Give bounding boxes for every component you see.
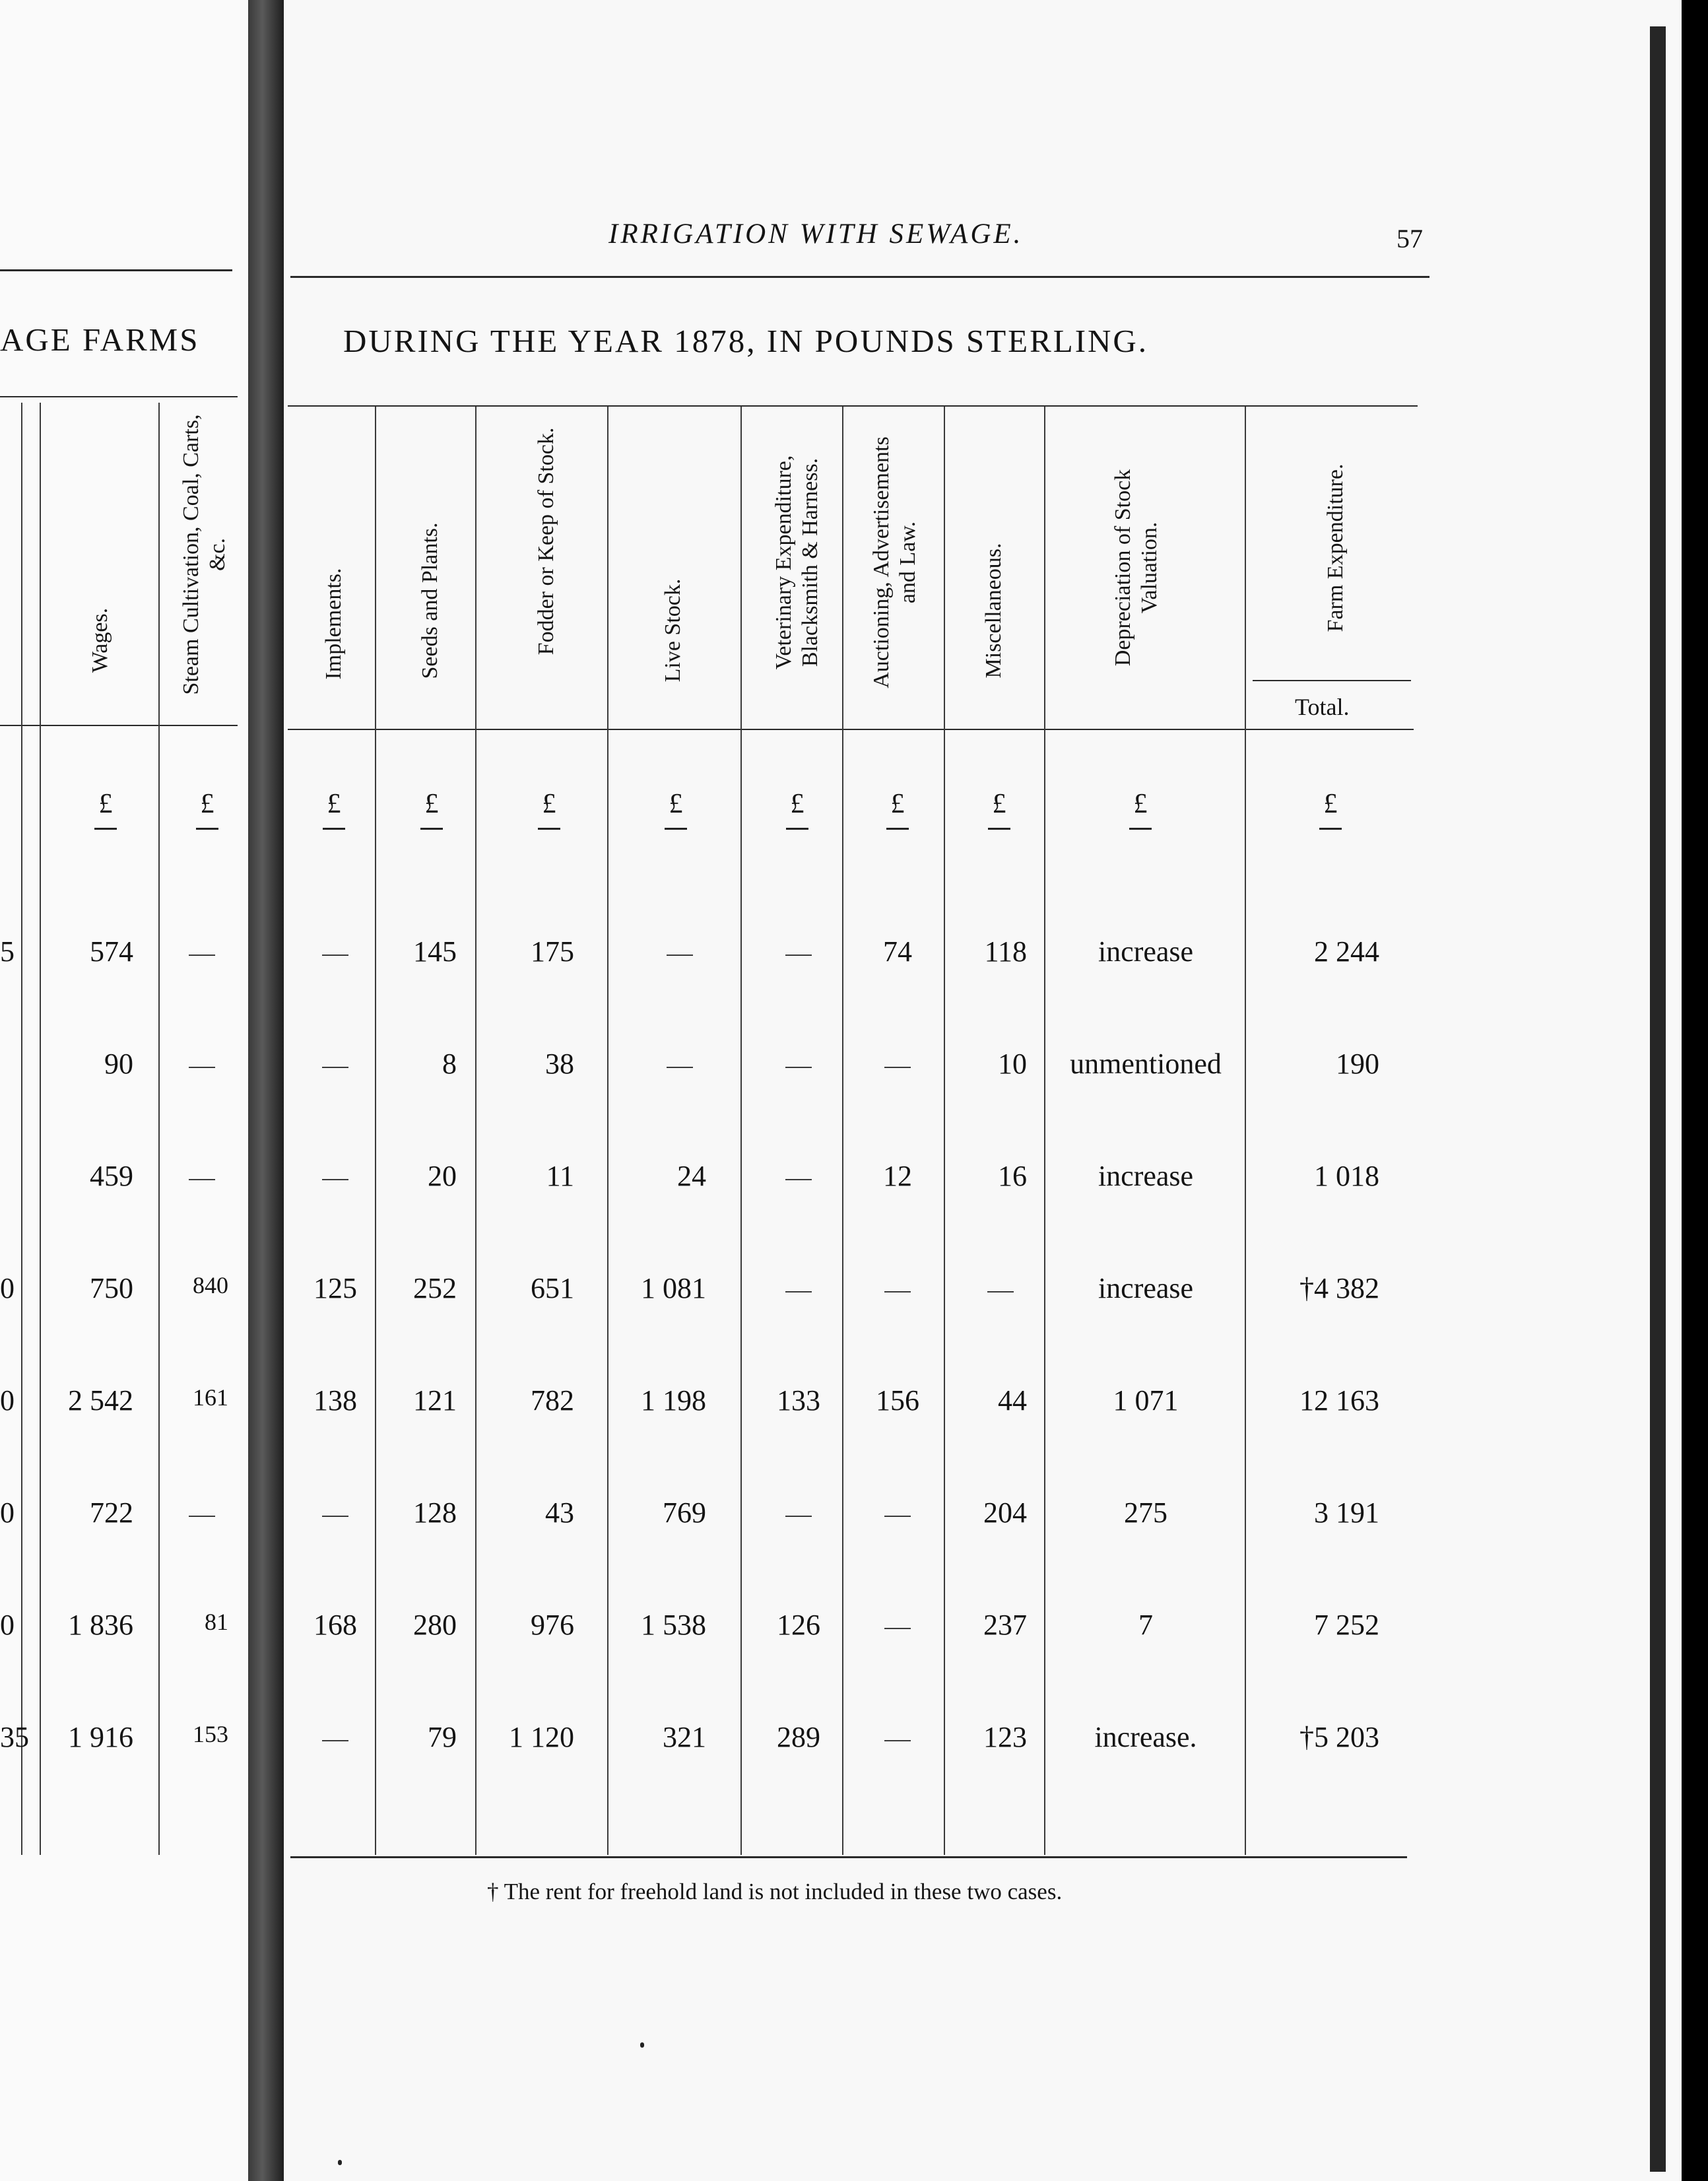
left-table-top-rule	[0, 396, 238, 397]
table-bottom-rule	[290, 1856, 1407, 1858]
table-cell-wages: 722	[90, 1496, 133, 1529]
table-cell-wages: 2 542	[68, 1384, 133, 1417]
table-cell-seeds: 280	[413, 1609, 457, 1641]
table-cell-wages: 1 836	[68, 1609, 133, 1641]
table-cell-depreciation: 7	[1138, 1609, 1153, 1641]
table-cell-dash	[322, 1740, 348, 1741]
print-speck	[338, 2160, 342, 2165]
table-cell-misc: 204	[983, 1496, 1027, 1529]
table-cell-vet: 289	[777, 1721, 820, 1753]
table-cell-seeds: 8	[442, 1048, 457, 1080]
table-cell-live: 1 198	[641, 1384, 706, 1417]
print-speck	[640, 2042, 644, 2048]
table-cell-dash	[884, 1628, 911, 1629]
table-cell-implements: 168	[313, 1609, 357, 1641]
unit-pound: £	[786, 788, 808, 830]
table-cell-depreciation: increase.	[1094, 1721, 1197, 1753]
unit-pound: £	[1129, 788, 1152, 830]
column-header-steam: Steam Cultivation, Coal, Carts, &c.	[179, 414, 230, 695]
running-title: IRRIGATION WITH SEWAGE.	[608, 218, 1024, 250]
table-cell-steam: 153	[193, 1721, 228, 1747]
table-cell-seeds: 79	[428, 1721, 457, 1753]
table-cell-depreciation: increase	[1098, 1160, 1194, 1192]
column-divider	[475, 407, 476, 1855]
column-divider	[375, 407, 376, 1855]
table-cell-total: 1 018	[1314, 1160, 1379, 1192]
table-cell-depreciation: unmentioned	[1070, 1048, 1222, 1080]
table-cell-seeds: 20	[428, 1160, 457, 1192]
table-cell-dash	[785, 1067, 812, 1068]
table-cell-vet: 133	[777, 1384, 820, 1417]
table-cell-dash	[884, 1067, 911, 1068]
table-cell-total: 3 191	[1314, 1496, 1379, 1529]
table-cell-wages: 90	[104, 1048, 133, 1080]
table-cell-edge: 0	[0, 1272, 15, 1304]
table-cell-auction: 12	[883, 1160, 912, 1192]
table-cell-depreciation: increase	[1098, 1272, 1194, 1304]
column-header-seeds: Seeds and Plants.	[418, 522, 442, 679]
table-cell-live: 24	[677, 1160, 706, 1192]
column-divider	[740, 407, 742, 1855]
table-cell-total: 2 244	[1314, 935, 1379, 968]
table-cell-dash	[785, 1179, 812, 1180]
table-cell-wages: 574	[90, 935, 133, 968]
unit-pound: £	[538, 788, 560, 830]
table-cell-dash	[987, 1291, 1014, 1292]
table-cell-dash	[189, 955, 215, 956]
column-header-live-stock: Live Stock.	[661, 578, 685, 683]
table-cell-edge: 35	[0, 1721, 29, 1753]
page-number: 57	[1396, 224, 1423, 253]
column-header-miscellaneous: Miscellaneous.	[981, 543, 1006, 679]
column-divider	[158, 403, 160, 1855]
table-cell-dash	[322, 955, 348, 956]
unit-pound: £	[665, 788, 687, 830]
table-cell-dash	[322, 1067, 348, 1068]
table-cell-edge: 0	[0, 1609, 15, 1641]
table-cell-total: 190	[1336, 1048, 1379, 1080]
right-banner: DURING THE YEAR 1878, IN POUNDS STERLING.	[343, 323, 1149, 359]
table-cell-live: 1 081	[641, 1272, 706, 1304]
unit-pound: £	[988, 788, 1010, 830]
table-cell-auction: 74	[883, 935, 912, 968]
table-cell-vet: 126	[777, 1609, 820, 1641]
table-cell-total: 12 163	[1299, 1384, 1379, 1417]
table-cell-fodder: 976	[531, 1609, 574, 1641]
column-divider	[944, 407, 945, 1855]
table-cell-edge: 0	[0, 1496, 15, 1529]
footnote: † The rent for freehold land is not included in these two cases.	[487, 1879, 1063, 1904]
table-cell-edge: 5	[0, 935, 15, 968]
table-cell-dash	[785, 955, 812, 956]
table-cell-implements: 138	[313, 1384, 357, 1417]
left-header-bottom-rule	[0, 725, 238, 726]
table-cell-seeds: 121	[413, 1384, 457, 1417]
column-header-farm-expenditure: Farm Expenditure.	[1323, 463, 1348, 632]
table-cell-fodder: 175	[531, 935, 574, 968]
unit-pound: £	[94, 788, 117, 830]
table-cell-steam: 81	[205, 1609, 228, 1635]
table-cell-fodder: 1 120	[509, 1721, 574, 1753]
table-cell-fodder: 38	[545, 1048, 574, 1080]
table-cell-steam: 840	[193, 1272, 228, 1298]
table-cell-total: †5 203	[1299, 1721, 1379, 1753]
table-cell-seeds: 145	[413, 935, 457, 968]
table-cell-fodder: 651	[531, 1272, 574, 1304]
column-divider	[40, 403, 41, 1855]
table-cell-dash	[322, 1179, 348, 1180]
unit-pound: £	[196, 788, 218, 830]
table-cell-dash	[667, 1067, 693, 1068]
table-cell-wages: 459	[90, 1160, 133, 1192]
table-cell-implements: 125	[313, 1272, 357, 1304]
table-cell-dash	[884, 1291, 911, 1292]
table-cell-seeds: 252	[413, 1272, 457, 1304]
table-cell-fodder: 782	[531, 1384, 574, 1417]
unit-pound: £	[1319, 788, 1342, 830]
table-top-rule	[288, 405, 1418, 407]
table-cell-steam: 161	[193, 1384, 228, 1411]
table-cell-live: 321	[663, 1721, 706, 1753]
unit-pound: £	[420, 788, 443, 830]
table-cell-fodder: 43	[545, 1496, 574, 1529]
unit-pound: £	[323, 788, 345, 830]
table-cell-dash	[884, 1740, 911, 1741]
table-cell-dash	[189, 1179, 215, 1180]
table-cell-live: 769	[663, 1496, 706, 1529]
table-cell-dash	[667, 955, 693, 956]
table-cell-misc: 16	[998, 1160, 1027, 1192]
table-cell-dash	[322, 1516, 348, 1517]
table-cell-depreciation: 1 071	[1113, 1384, 1179, 1417]
unit-pound: £	[886, 788, 909, 830]
table-cell-wages: 750	[90, 1272, 133, 1304]
table-cell-misc: 237	[983, 1609, 1027, 1641]
table-cell-total: †4 382	[1299, 1272, 1379, 1304]
table-cell-depreciation: 275	[1124, 1496, 1167, 1529]
table-cell-total: 7 252	[1314, 1609, 1379, 1641]
left-header-rule	[0, 269, 232, 271]
left-banner: AGE FARMS	[0, 321, 200, 358]
column-header-fodder: Fodder or Keep of Stock.	[534, 427, 558, 655]
table-cell-dash	[785, 1516, 812, 1517]
table-cell-misc: 10	[998, 1048, 1027, 1080]
book-gutter	[248, 0, 284, 2181]
table-cell-dash	[189, 1516, 215, 1517]
page-edge	[1650, 26, 1666, 2172]
table-cell-edge: 0	[0, 1384, 15, 1417]
total-header-rule	[1253, 680, 1411, 681]
total-subheader: Total.	[1295, 694, 1350, 720]
table-cell-auction: 156	[876, 1384, 919, 1417]
column-header-depreciation: Depreciation of Stock Valuation.	[1111, 469, 1162, 667]
table-cell-dash	[884, 1516, 911, 1517]
table-cell-dash	[189, 1067, 215, 1068]
column-header-implements: Implements.	[321, 568, 346, 680]
column-header-auctioning: Auctioning, Advertisements and Law.	[869, 436, 920, 688]
column-header-veterinary: Veterinary Expenditure, Blacksmith & Harness.	[772, 455, 822, 670]
column-divider	[1245, 407, 1246, 1855]
column-divider	[21, 403, 22, 1855]
column-divider	[842, 407, 843, 1855]
table-cell-misc: 44	[998, 1384, 1027, 1417]
table-cell-wages: 1 916	[68, 1721, 133, 1753]
column-header-wages: Wages.	[88, 607, 112, 673]
table-cell-misc: 123	[983, 1721, 1027, 1753]
table-cell-seeds: 128	[413, 1496, 457, 1529]
table-cell-dash	[785, 1291, 812, 1292]
table-cell-depreciation: increase	[1098, 935, 1194, 968]
column-divider	[1044, 407, 1045, 1855]
table-cell-misc: 118	[984, 935, 1027, 968]
table-cell-live: 1 538	[641, 1609, 706, 1641]
header-rule	[290, 276, 1429, 278]
column-divider	[607, 407, 608, 1855]
table-cell-fodder: 11	[546, 1160, 574, 1192]
